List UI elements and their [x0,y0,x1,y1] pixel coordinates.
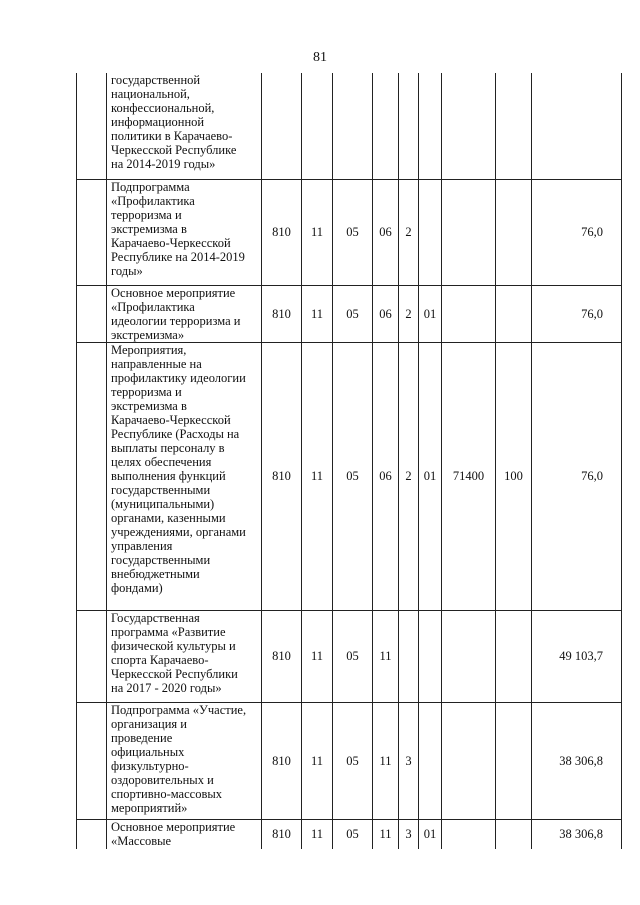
row-number-cell [77,702,107,819]
table-row [77,73,622,179]
table-body [77,73,622,849]
table-row [77,179,622,285]
item-name-line: «Массовые [111,833,172,848]
table-row [77,819,622,849]
item-name-cell [107,73,262,179]
col-direction-cell [442,702,496,819]
item-name-line: программа «Развитие [111,624,226,639]
col-expense-type-cell [496,702,532,819]
row-number-cell [77,819,107,849]
col-ved-cell: 810 [262,285,302,342]
item-name-line: идеологии терроризма и [111,313,241,328]
col-expense-type-cell [496,610,532,702]
col-program-cell: 11 [373,610,399,702]
col-subprogram-cell: 3 [399,702,419,819]
item-name-line: учреждениями, органами [111,524,246,539]
row-number-cell [77,179,107,285]
col-expense-type-cell [496,179,532,285]
col-ved-cell: 810 [262,702,302,819]
row-number-cell [77,342,107,610]
item-name-line: организация и [111,716,187,731]
col-sum-cell: 49 103,7 [532,610,622,702]
item-name-line: Республике на 2014-2019 [111,249,245,264]
col-program-cell: 06 [373,179,399,285]
item-name-line: терроризма и [111,207,182,222]
row-number-cell [77,610,107,702]
table-row [77,285,622,342]
item-name-line: проведение [111,730,173,745]
col-subprogram-cell [399,73,419,179]
item-name-line: спортивно-массовых [111,786,222,801]
item-name-line: Черкесской Республике [111,143,237,157]
item-name-line: Мероприятия, [111,342,187,357]
item-name-line: выполнения функций [111,468,226,483]
item-name-line: «Профилактика [111,299,195,314]
col-ved-cell: 810 [262,819,302,849]
col-event-cell: 01 [419,342,442,610]
item-name-line: экстремизма в [111,398,187,413]
col-subprogram-cell: 2 [399,342,419,610]
col-event-cell [419,610,442,702]
col-expense-type-cell [496,819,532,849]
col-event-cell [419,73,442,179]
table-row [77,342,622,610]
col-razdel-cell: 11 [302,610,333,702]
col-event-cell: 01 [419,285,442,342]
item-name-line: Основное мероприятие [111,285,236,300]
item-name-cell [107,610,262,702]
col-sum-cell: 76,0 [532,285,622,342]
item-name-line: (муниципальными) [111,496,215,511]
col-sum-cell [532,73,622,179]
item-name-line: Республике (Расходы на [111,426,240,441]
item-name-line: государственными [111,482,211,497]
col-event-cell: 01 [419,819,442,849]
item-name-line: информационной [111,115,205,129]
col-razdel-cell [302,73,333,179]
col-direction-cell: 71400 [442,342,496,610]
col-podrazdel-cell: 05 [333,702,373,819]
col-direction-cell [442,819,496,849]
col-ved-cell: 810 [262,342,302,610]
item-name-line: выплаты персоналу в [111,440,225,455]
col-direction-cell [442,610,496,702]
col-program-cell: 06 [373,342,399,610]
item-name-line: государственной [111,73,201,87]
col-subprogram-cell [399,610,419,702]
col-direction-cell [442,73,496,179]
col-expense-type-cell [496,73,532,179]
item-name-line: физической культуры и [111,638,236,653]
col-event-cell [419,702,442,819]
col-direction-cell [442,179,496,285]
col-subprogram-cell: 2 [399,179,419,285]
item-name-cell [107,285,262,342]
table-row [77,610,622,702]
item-name-line: Государственная [111,610,200,625]
col-sum-cell: 38 306,8 [532,702,622,819]
item-name-line: оздоровительных и [111,772,214,787]
item-name-cell [107,702,262,819]
col-sum-cell: 76,0 [532,179,622,285]
item-name-line: национальной, [111,87,190,101]
col-expense-type-cell [496,285,532,342]
item-name-line: Подпрограмма [111,179,190,194]
col-ved-cell [262,73,302,179]
col-razdel-cell: 11 [302,179,333,285]
item-name-line: профилактику идеологии [111,370,246,385]
item-name-line: мероприятий» [111,800,188,815]
item-name-line: на 2014-2019 годы» [111,157,216,171]
item-name-line: Основное мероприятие [111,819,236,834]
col-podrazdel-cell: 05 [333,610,373,702]
col-program-cell: 11 [373,702,399,819]
item-name-line: Подпрограмма «Участие, [111,702,247,717]
col-event-cell [419,179,442,285]
item-name-line: фондами) [111,580,163,595]
col-subprogram-cell: 2 [399,285,419,342]
item-name-line: на 2017 - 2020 годы» [111,680,222,695]
item-name-line: «Профилактика [111,193,195,208]
item-name-line: терроризма и [111,384,182,399]
item-name-line: экстремизма в [111,221,187,236]
budget-table [76,73,622,849]
row-number-cell [77,285,107,342]
item-name-line: Карачаево-Черкесской [111,412,231,427]
col-program-cell [373,73,399,179]
item-name-line: внебюджетными [111,566,200,581]
item-name-line: органами, казенными [111,510,226,525]
col-direction-cell [442,285,496,342]
col-program-cell: 06 [373,285,399,342]
item-name-line: официальных [111,744,185,759]
col-ved-cell: 810 [262,610,302,702]
page-number: 81 [313,50,327,65]
col-expense-type-cell: 100 [496,342,532,610]
col-podrazdel-cell: 05 [333,342,373,610]
col-podrazdel-cell: 05 [333,179,373,285]
col-podrazdel-cell: 05 [333,285,373,342]
col-razdel-cell: 11 [302,285,333,342]
item-name-cell [107,819,262,849]
item-name-line: политики в Карачаево- [111,129,233,143]
item-name-line: управления [111,538,173,553]
col-sum-cell: 38 306,8 [532,819,622,849]
col-subprogram-cell: 3 [399,819,419,849]
col-ved-cell: 810 [262,179,302,285]
item-name-line: Карачаево-Черкесской [111,235,231,250]
item-name-line: государственными [111,552,211,567]
item-name-cell [107,342,262,610]
col-razdel-cell: 11 [302,702,333,819]
item-name-line: целях обеспечения [111,454,212,469]
col-sum-cell: 76,0 [532,342,622,610]
item-name-line: годы» [111,263,143,278]
item-name-line: направленные на [111,356,202,371]
table-row [77,702,622,819]
item-name-line: конфессиональной, [111,101,215,115]
col-program-cell: 11 [373,819,399,849]
col-podrazdel-cell [333,73,373,179]
row-number-cell [77,73,107,179]
item-name-line: спорта Карачаево- [111,652,209,667]
item-name-cell [107,179,262,285]
col-podrazdel-cell: 05 [333,819,373,849]
item-name-line: экстремизма» [111,327,185,342]
item-name-line: Черкесской Республики [111,666,238,681]
col-razdel-cell: 11 [302,342,333,610]
item-name-line: физкультурно- [111,758,189,773]
col-razdel-cell: 11 [302,819,333,849]
